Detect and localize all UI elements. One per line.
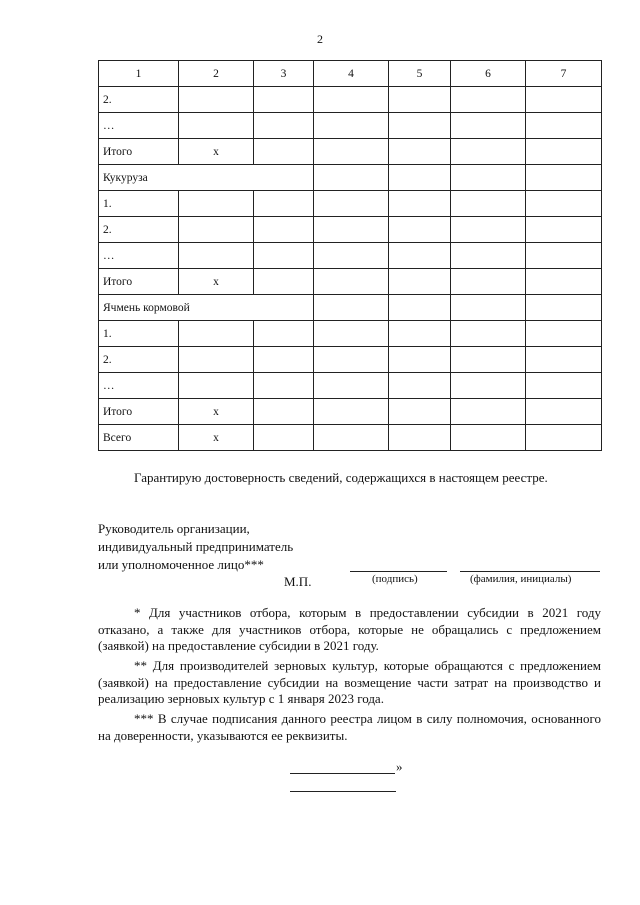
table-cell [526,217,602,243]
table-cell [389,165,451,191]
table-cell [314,191,389,217]
table-cell [314,295,389,321]
column-header: 7 [526,61,602,87]
row-col2 [179,113,254,139]
table-cell [451,87,526,113]
row-label: Итого [99,139,179,165]
section-row [99,165,602,191]
name-line [460,571,600,572]
table-cell [389,113,451,139]
section-label: Ячмень кормовой [99,295,314,321]
table-cell [254,217,314,243]
table-cell [451,139,526,165]
row-label: 1. [99,321,179,347]
table-cell [526,399,602,425]
table-cell [314,347,389,373]
footnote-2: ** Для производителей зерновых культур, которые обращаются с предложением (заявкой) на предоставление субсидии на возмещение части затрат на производство и реализацию зерновых культур с 1 января 2023 года. [98,658,601,706]
closing-line-1 [290,773,395,774]
column-header: 5 [389,61,451,87]
row-col2 [179,347,254,373]
row-label: 2. [99,347,179,373]
table-cell [389,373,451,399]
column-header: 6 [451,61,526,87]
table-row [99,217,602,243]
table-cell [451,295,526,321]
table-row [99,269,602,295]
closing-quote: » [396,759,403,774]
row-label: Всего [99,425,179,451]
table-header-row [99,61,602,87]
row-col2 [179,373,254,399]
table-cell [389,321,451,347]
table-cell [451,321,526,347]
row-col2: x [179,269,254,295]
table-cell [389,191,451,217]
table-cell [314,243,389,269]
table-cell [314,269,389,295]
table-cell [526,373,602,399]
row-col2: x [179,425,254,451]
table-cell [254,139,314,165]
table-row [99,399,602,425]
table-row [99,243,602,269]
table-cell [389,139,451,165]
table-cell [389,217,451,243]
table-cell [389,399,451,425]
table-cell [314,113,389,139]
row-col2 [179,243,254,269]
table-cell [451,191,526,217]
section-row [99,295,602,321]
table-cell [526,269,602,295]
table-row [99,425,602,451]
table-cell [526,425,602,451]
table-cell [389,269,451,295]
signatory-title-line-2: индивидуальный предприниматель [98,539,294,554]
row-col2 [179,217,254,243]
column-header: 1 [99,61,179,87]
table-cell [451,113,526,139]
row-label: Итого [99,269,179,295]
footnote-1: * Для участников отбора, которым в предоставлении субсидии в 2021 году отказано, а также для участников отбора, которые не обращались с предложением (заявкой) на предоставление субсидии в 2021 году. [98,605,601,653]
table-cell [526,139,602,165]
table-cell [526,347,602,373]
table-cell [389,243,451,269]
table-cell [314,425,389,451]
guarantee-statement: Гарантирую достоверность сведений, содержащихся в настоящем реестре. [134,470,548,485]
column-header: 3 [254,61,314,87]
table-cell [451,425,526,451]
table-cell [314,217,389,243]
table-cell [389,347,451,373]
table-cell [254,399,314,425]
section-label: Кукуруза [99,165,314,191]
row-label: 1. [99,191,179,217]
column-header: 2 [179,61,254,87]
table-row [99,191,602,217]
table-cell [254,243,314,269]
table-cell [314,373,389,399]
column-header: 4 [314,61,389,87]
signatory-title-line-1: Руководитель организации, [98,521,250,536]
table-row [99,321,602,347]
signature-caption: (подпись) [372,573,418,585]
table-row [99,113,602,139]
closing-line-2 [290,791,396,792]
table-row [99,373,602,399]
table-cell [526,321,602,347]
table-row [99,87,602,113]
signatory-title-line-3: или уполномоченное лицо*** [98,557,264,572]
table-cell [254,321,314,347]
stamp-place-label: М.П. [284,574,312,589]
row-col2 [179,191,254,217]
table-cell [254,347,314,373]
table-cell [254,87,314,113]
table-cell [314,139,389,165]
table-cell [254,425,314,451]
table-cell [389,425,451,451]
table-cell [526,165,602,191]
table-cell [451,165,526,191]
table-cell [526,87,602,113]
table-cell [451,347,526,373]
table-cell [254,113,314,139]
name-caption: (фамилия, инициалы) [470,573,572,585]
row-label: 2. [99,217,179,243]
table-cell [314,165,389,191]
table-cell [314,399,389,425]
footnote-3: *** В случае подписания данного реестра лицом в силу полномочия, основанного на доверенности, указываются ее реквизиты. [98,711,601,743]
row-col2 [179,87,254,113]
table-cell [451,399,526,425]
row-col2 [179,321,254,347]
row-col2: x [179,399,254,425]
table-cell [389,87,451,113]
row-label: … [99,243,179,269]
table-row [99,347,602,373]
signature-line [350,571,447,572]
table-cell [451,243,526,269]
table-cell [314,87,389,113]
table-cell [254,269,314,295]
table-row [99,139,602,165]
row-label: … [99,373,179,399]
table-cell [254,191,314,217]
table-cell [451,373,526,399]
table-cell [526,243,602,269]
row-col2: x [179,139,254,165]
table-cell [389,295,451,321]
table-cell [254,373,314,399]
table-cell [526,113,602,139]
table-cell [451,269,526,295]
page-number: 2 [317,32,323,46]
table-cell [314,321,389,347]
table-cell [526,295,602,321]
table-cell [451,217,526,243]
row-label: … [99,113,179,139]
row-label: 2. [99,87,179,113]
table-cell [526,191,602,217]
row-label: Итого [99,399,179,425]
registry-table [98,60,602,451]
